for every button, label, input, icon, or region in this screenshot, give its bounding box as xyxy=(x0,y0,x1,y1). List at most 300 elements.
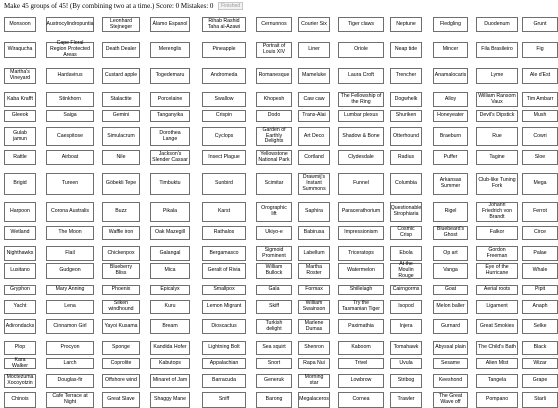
word-tile-label: Bluebeard's Ghost xyxy=(436,226,465,238)
word-tile[interactable] xyxy=(433,300,468,314)
word-tile-label: Columbia xyxy=(395,180,417,187)
word-tile[interactable] xyxy=(522,263,558,279)
word-tile[interactable] xyxy=(202,226,246,240)
word-tile-label: Courier Six xyxy=(301,20,327,27)
word-tile[interactable] xyxy=(4,127,36,146)
word-tile[interactable] xyxy=(338,150,384,165)
word-tile[interactable] xyxy=(298,127,330,146)
word-tile[interactable] xyxy=(256,246,292,261)
word-tile[interactable] xyxy=(102,300,140,314)
word-tile[interactable] xyxy=(476,110,518,122)
word-tile[interactable] xyxy=(298,246,330,261)
word-tile-label: Funnel xyxy=(353,180,369,187)
word-tile[interactable] xyxy=(476,341,518,355)
word-tile[interactable] xyxy=(433,110,468,122)
word-tile[interactable] xyxy=(476,246,518,261)
word-tile[interactable] xyxy=(4,68,36,84)
word-tile[interactable] xyxy=(522,150,558,165)
word-tile-label: Mary Anning xyxy=(55,286,85,293)
word-tile[interactable] xyxy=(46,341,94,355)
word-tile[interactable] xyxy=(256,92,292,107)
word-tile[interactable] xyxy=(256,285,292,295)
word-tile[interactable] xyxy=(256,110,292,122)
word-tile[interactable] xyxy=(256,42,292,58)
word-tile-label: Swallow xyxy=(214,95,234,102)
word-tile[interactable] xyxy=(338,68,384,84)
word-tile-label: Kandida Hofer xyxy=(153,344,187,351)
word-tile[interactable] xyxy=(433,150,468,165)
word-tile[interactable] xyxy=(150,42,190,58)
word-tile[interactable] xyxy=(4,341,36,355)
word-tile-label: Labellum xyxy=(303,249,325,256)
word-tile[interactable] xyxy=(202,246,246,261)
word-tile[interactable] xyxy=(522,17,558,32)
word-tile-label: Barracuda xyxy=(212,377,236,384)
word-tile-label: Sesame xyxy=(440,359,461,366)
word-tile[interactable] xyxy=(476,68,518,84)
word-tile[interactable] xyxy=(202,42,246,58)
word-tile[interactable] xyxy=(46,68,94,84)
word-tile[interactable] xyxy=(4,92,36,107)
word-tile[interactable] xyxy=(150,300,190,314)
word-tile[interactable] xyxy=(522,68,558,84)
word-tile[interactable] xyxy=(4,319,36,334)
word-tile[interactable] xyxy=(522,374,558,388)
word-tile[interactable] xyxy=(433,341,468,355)
word-tile-label: Selke xyxy=(533,322,547,329)
word-tile[interactable] xyxy=(150,263,190,279)
word-tile[interactable] xyxy=(522,341,558,355)
word-tile[interactable] xyxy=(476,263,518,279)
word-tile-label: Cosmic Crisp xyxy=(397,226,415,238)
word-tile[interactable] xyxy=(256,68,292,84)
word-tile[interactable] xyxy=(4,374,36,388)
word-tile-label: Chickenpox xyxy=(107,249,135,256)
word-tile[interactable] xyxy=(338,319,384,334)
word-tile-label: Austrocylindropuntia xyxy=(46,20,94,27)
word-tile[interactable] xyxy=(46,42,94,58)
word-tile[interactable] xyxy=(338,92,384,107)
word-tile-label: Stinkhorn xyxy=(59,95,81,102)
word-tile[interactable] xyxy=(433,263,468,279)
word-tile-label: Sloe xyxy=(534,153,546,160)
word-tile[interactable] xyxy=(202,358,246,369)
word-tile-label: Puffer xyxy=(443,153,458,160)
word-tile-label: Fig xyxy=(536,46,544,53)
word-tile-label: Oak Mazegill xyxy=(155,229,185,236)
word-tile[interactable] xyxy=(46,17,94,32)
word-tile[interactable] xyxy=(256,300,292,314)
word-tile[interactable] xyxy=(256,319,292,334)
word-tile[interactable] xyxy=(476,92,518,107)
word-tile[interactable] xyxy=(150,173,190,195)
word-tile[interactable] xyxy=(256,150,292,165)
word-tile[interactable] xyxy=(390,202,422,222)
word-tile[interactable] xyxy=(522,246,558,261)
word-tile[interactable] xyxy=(522,226,558,240)
word-tile[interactable] xyxy=(256,341,292,355)
word-tile[interactable] xyxy=(202,110,246,122)
word-tile[interactable] xyxy=(102,173,140,195)
word-tile-label: Whale xyxy=(532,267,548,274)
word-tile-label: Club-like Tuning Fork xyxy=(478,177,516,189)
word-tile[interactable] xyxy=(256,173,292,195)
word-tile[interactable] xyxy=(102,358,140,369)
word-tile[interactable] xyxy=(256,17,292,32)
word-tile[interactable] xyxy=(522,110,558,122)
word-tile[interactable] xyxy=(338,246,384,261)
word-tile[interactable] xyxy=(46,319,94,334)
word-tile[interactable] xyxy=(433,285,468,295)
word-tile-label: Fledgling xyxy=(439,20,462,27)
word-tile[interactable] xyxy=(102,341,140,355)
word-tile-label: Blueberry Bliss xyxy=(109,264,133,276)
word-tile[interactable] xyxy=(433,42,468,58)
word-tile[interactable] xyxy=(476,173,518,195)
word-tile[interactable] xyxy=(4,285,36,295)
word-tile-label: Dioscactus xyxy=(211,322,237,329)
word-tile[interactable] xyxy=(102,202,140,222)
word-tile[interactable] xyxy=(46,110,94,122)
word-tile[interactable] xyxy=(4,263,36,279)
word-tile[interactable] xyxy=(390,42,422,58)
word-tile[interactable] xyxy=(102,68,140,84)
word-tile[interactable] xyxy=(102,319,140,334)
word-tile[interactable] xyxy=(46,358,94,369)
word-tile[interactable] xyxy=(476,358,518,369)
word-tile[interactable] xyxy=(476,202,518,222)
word-tile[interactable] xyxy=(4,226,36,240)
word-tile[interactable] xyxy=(522,392,558,408)
word-tile[interactable] xyxy=(150,285,190,295)
word-tile[interactable] xyxy=(522,285,558,295)
word-tile-label: Gemini xyxy=(112,112,130,119)
word-tile[interactable] xyxy=(338,285,384,295)
word-tile[interactable] xyxy=(4,17,36,32)
word-tile-label: Silken windhound xyxy=(108,300,134,312)
word-tile[interactable] xyxy=(256,202,292,222)
word-tile[interactable] xyxy=(202,319,246,334)
word-tile-label: Romanesque xyxy=(258,72,290,79)
word-tile-label: Oriole xyxy=(354,46,368,53)
word-tile[interactable] xyxy=(338,173,384,195)
word-tile[interactable] xyxy=(522,202,558,222)
word-tile[interactable] xyxy=(338,263,384,279)
word-tile-label: Moctezuma Xocoyotzin xyxy=(6,374,34,386)
word-tile[interactable] xyxy=(150,92,190,107)
word-tile[interactable] xyxy=(102,285,140,295)
word-tile[interactable] xyxy=(433,374,468,388)
word-tile-label: Dorothea Lange xyxy=(159,129,181,142)
word-tile[interactable] xyxy=(390,17,422,32)
word-tile[interactable] xyxy=(46,392,94,408)
word-tile-label: Paracerathorium xyxy=(341,208,381,215)
word-tile-label: Sponge xyxy=(112,344,130,351)
word-tile[interactable] xyxy=(433,92,468,107)
word-tile[interactable] xyxy=(433,246,468,261)
word-tile-label: Lemon Migrant xyxy=(206,303,242,310)
word-tile[interactable] xyxy=(4,202,36,222)
word-tile[interactable] xyxy=(102,226,140,240)
word-tile-label: Geralt of Rivia xyxy=(207,267,241,274)
word-tile[interactable] xyxy=(46,300,94,314)
word-tile[interactable] xyxy=(522,358,558,369)
word-tile[interactable] xyxy=(390,150,422,165)
word-tile[interactable] xyxy=(298,319,330,334)
word-tile[interactable] xyxy=(150,226,190,240)
word-tile[interactable] xyxy=(433,392,468,408)
word-tile-label: Tim Ambarr xyxy=(526,95,554,102)
word-tile[interactable] xyxy=(298,285,330,295)
word-tile-label: Galangal xyxy=(159,249,181,256)
word-tile[interactable] xyxy=(202,173,246,195)
word-tile[interactable] xyxy=(298,150,330,165)
word-tile-label: Brigid xyxy=(13,180,27,187)
word-tile[interactable] xyxy=(338,374,384,388)
word-tile[interactable] xyxy=(433,202,468,222)
word-tile[interactable] xyxy=(202,392,246,408)
word-tile[interactable] xyxy=(390,173,422,195)
word-tile[interactable] xyxy=(433,17,468,32)
word-tile[interactable] xyxy=(4,300,36,314)
word-tile[interactable] xyxy=(298,263,330,279)
word-tile[interactable] xyxy=(298,42,330,58)
word-tile[interactable] xyxy=(256,392,292,408)
word-tile[interactable] xyxy=(102,17,140,32)
word-tile-label: Otterhound xyxy=(393,132,419,139)
word-tile[interactable] xyxy=(433,173,468,195)
word-tile[interactable] xyxy=(46,92,94,107)
word-tile-label: Trencher xyxy=(395,72,417,79)
word-tile[interactable] xyxy=(202,150,246,165)
word-tile-label: Shuriken xyxy=(395,112,417,119)
word-tile-label: Drawmij's Instant Summons xyxy=(302,174,326,192)
word-tile[interactable] xyxy=(390,392,422,408)
word-tile[interactable] xyxy=(390,358,422,369)
word-tile[interactable] xyxy=(102,150,140,165)
word-tile[interactable] xyxy=(256,263,292,279)
word-tile[interactable] xyxy=(102,263,140,279)
word-tile[interactable] xyxy=(298,358,330,369)
word-tile[interactable] xyxy=(256,127,292,146)
word-tile[interactable] xyxy=(522,42,558,58)
word-tile[interactable] xyxy=(202,285,246,295)
word-tile[interactable] xyxy=(433,127,468,146)
word-tile[interactable] xyxy=(102,127,140,146)
word-tile[interactable] xyxy=(433,358,468,369)
word-tile[interactable] xyxy=(298,392,330,408)
word-tile[interactable] xyxy=(476,226,518,240)
word-tile[interactable] xyxy=(298,17,330,32)
word-tile-label: Cafe Terrace at Night xyxy=(52,393,88,405)
word-tile[interactable] xyxy=(4,173,36,195)
word-tile[interactable] xyxy=(338,300,384,314)
word-tile-label: Álamo Espanol xyxy=(152,20,188,27)
word-tile[interactable] xyxy=(476,285,518,295)
word-tile[interactable] xyxy=(150,246,190,261)
word-tile[interactable] xyxy=(202,341,246,355)
word-tile[interactable] xyxy=(4,110,36,122)
word-tile-label: Turkish delight xyxy=(265,319,283,332)
word-tile[interactable] xyxy=(390,285,422,295)
word-tile[interactable] xyxy=(150,127,190,146)
word-tile-label: Cinnamon Girl xyxy=(53,322,87,329)
word-tile[interactable] xyxy=(476,150,518,165)
word-tile[interactable] xyxy=(150,150,190,165)
word-tile-label: Cornea xyxy=(352,396,370,403)
word-tile[interactable] xyxy=(522,92,558,107)
word-tile-label: Mica xyxy=(164,267,176,274)
word-tile[interactable] xyxy=(338,110,384,122)
word-tile[interactable] xyxy=(390,263,422,279)
word-tile-label: Sigmoid Prominent xyxy=(262,246,286,259)
word-tile[interactable] xyxy=(298,341,330,355)
word-tile[interactable] xyxy=(476,319,518,334)
word-tile[interactable] xyxy=(298,173,330,195)
word-tile[interactable] xyxy=(390,374,422,388)
word-tile[interactable] xyxy=(150,68,190,84)
word-tile-label: Death Dealer xyxy=(105,46,137,53)
word-tile[interactable] xyxy=(390,92,422,107)
word-tile[interactable] xyxy=(256,374,292,388)
word-tile[interactable] xyxy=(390,68,422,84)
word-tile-label: Yellowstone National Park xyxy=(258,150,290,163)
word-tile[interactable] xyxy=(202,127,246,146)
word-tile[interactable] xyxy=(46,202,94,222)
word-tile[interactable] xyxy=(476,42,518,58)
word-tile[interactable] xyxy=(202,92,246,107)
word-tile[interactable] xyxy=(4,150,36,165)
word-tile[interactable] xyxy=(202,374,246,388)
word-tile-label: Sunbird xyxy=(215,180,233,187)
word-tile[interactable] xyxy=(390,127,422,146)
word-tile-label: Karst xyxy=(217,208,231,215)
word-tile[interactable] xyxy=(46,127,94,146)
word-tile[interactable] xyxy=(150,110,190,122)
word-tile[interactable] xyxy=(102,246,140,261)
word-tile-label: Adirondacks xyxy=(5,322,35,329)
word-tile[interactable] xyxy=(256,226,292,240)
word-tile-label: Gurnard xyxy=(440,322,461,329)
word-tile[interactable] xyxy=(522,300,558,314)
word-tile[interactable] xyxy=(150,392,190,408)
word-tile[interactable] xyxy=(338,127,384,146)
word-tile-label: Bream xyxy=(162,322,178,329)
word-tile[interactable] xyxy=(4,358,36,369)
word-tile[interactable] xyxy=(202,263,246,279)
word-tile[interactable] xyxy=(338,42,384,58)
word-tile[interactable] xyxy=(390,341,422,355)
word-tile[interactable] xyxy=(150,319,190,334)
word-tile[interactable] xyxy=(150,341,190,355)
word-tile-label: Neap tide xyxy=(394,46,418,53)
word-tile-label: Larch xyxy=(63,359,77,366)
word-tile[interactable] xyxy=(202,202,246,222)
word-tile[interactable] xyxy=(338,341,384,355)
word-tile[interactable] xyxy=(202,68,246,84)
word-tile-label: Circe xyxy=(533,229,547,236)
word-tile[interactable] xyxy=(102,374,140,388)
word-tile[interactable] xyxy=(102,42,140,58)
word-tile[interactable] xyxy=(46,285,94,295)
word-tile-label: Kuru xyxy=(164,303,176,310)
word-tile[interactable] xyxy=(150,202,190,222)
word-tile[interactable] xyxy=(46,173,94,195)
word-tile[interactable] xyxy=(476,300,518,314)
word-tile[interactable] xyxy=(390,246,422,261)
word-tile[interactable] xyxy=(522,173,558,195)
word-tile[interactable] xyxy=(476,17,518,32)
word-tile[interactable] xyxy=(256,358,292,369)
word-tile-label: Pikala xyxy=(162,208,178,215)
word-tile[interactable] xyxy=(150,358,190,369)
word-tile-label: Sea squirt xyxy=(262,344,286,351)
word-tile[interactable] xyxy=(476,374,518,388)
word-tile[interactable] xyxy=(390,319,422,334)
word-tile[interactable] xyxy=(4,392,36,408)
word-tile[interactable] xyxy=(46,150,94,165)
word-tile-label: Black xyxy=(533,344,547,351)
word-tile[interactable] xyxy=(390,226,422,240)
word-tile[interactable] xyxy=(46,226,94,240)
word-tile[interactable] xyxy=(390,110,422,122)
word-tile[interactable] xyxy=(522,127,558,146)
word-tile[interactable] xyxy=(46,263,94,279)
word-tile-label: Alloy xyxy=(444,95,457,102)
word-tile-label: Grape xyxy=(532,377,548,384)
word-tile-label: Caw caw xyxy=(303,95,325,102)
word-tile[interactable] xyxy=(102,110,140,122)
finished-button[interactable]: Finished xyxy=(218,2,243,10)
word-tile[interactable] xyxy=(102,92,140,107)
word-tile[interactable] xyxy=(150,374,190,388)
word-tile[interactable] xyxy=(338,358,384,369)
word-tile[interactable] xyxy=(433,68,468,84)
word-tile[interactable] xyxy=(46,374,94,388)
word-tile[interactable] xyxy=(338,17,384,32)
word-tile[interactable] xyxy=(298,110,330,122)
word-tile[interactable] xyxy=(202,17,246,32)
word-tile[interactable] xyxy=(298,68,330,84)
word-tile[interactable] xyxy=(202,300,246,314)
word-tile[interactable] xyxy=(4,42,36,58)
word-tile[interactable] xyxy=(298,226,330,240)
word-tile[interactable] xyxy=(476,127,518,146)
word-tile-label: Nighthawks xyxy=(6,249,34,256)
word-tile[interactable] xyxy=(102,392,140,408)
word-tile-label: Eye of the Hurricane xyxy=(485,264,509,276)
word-tile[interactable] xyxy=(476,392,518,408)
word-tile[interactable] xyxy=(298,300,330,314)
word-tile-label: Radius xyxy=(397,153,415,160)
word-tile-label: Coprolite xyxy=(110,359,132,366)
word-tile-label: Neptune xyxy=(396,20,416,27)
word-tile[interactable] xyxy=(338,226,384,240)
word-tile[interactable] xyxy=(433,319,468,334)
word-tile[interactable] xyxy=(338,392,384,408)
word-tile[interactable] xyxy=(298,374,330,388)
word-tile[interactable] xyxy=(46,246,94,261)
word-tile[interactable] xyxy=(298,92,330,107)
word-tile-label: Kara Walker xyxy=(12,356,28,369)
word-tile[interactable] xyxy=(298,202,330,222)
word-tile[interactable] xyxy=(390,300,422,314)
word-tile[interactable] xyxy=(150,17,190,32)
word-tile[interactable] xyxy=(4,246,36,261)
word-tile[interactable] xyxy=(522,319,558,334)
word-tile[interactable] xyxy=(433,226,468,240)
word-tile[interactable] xyxy=(338,202,384,222)
